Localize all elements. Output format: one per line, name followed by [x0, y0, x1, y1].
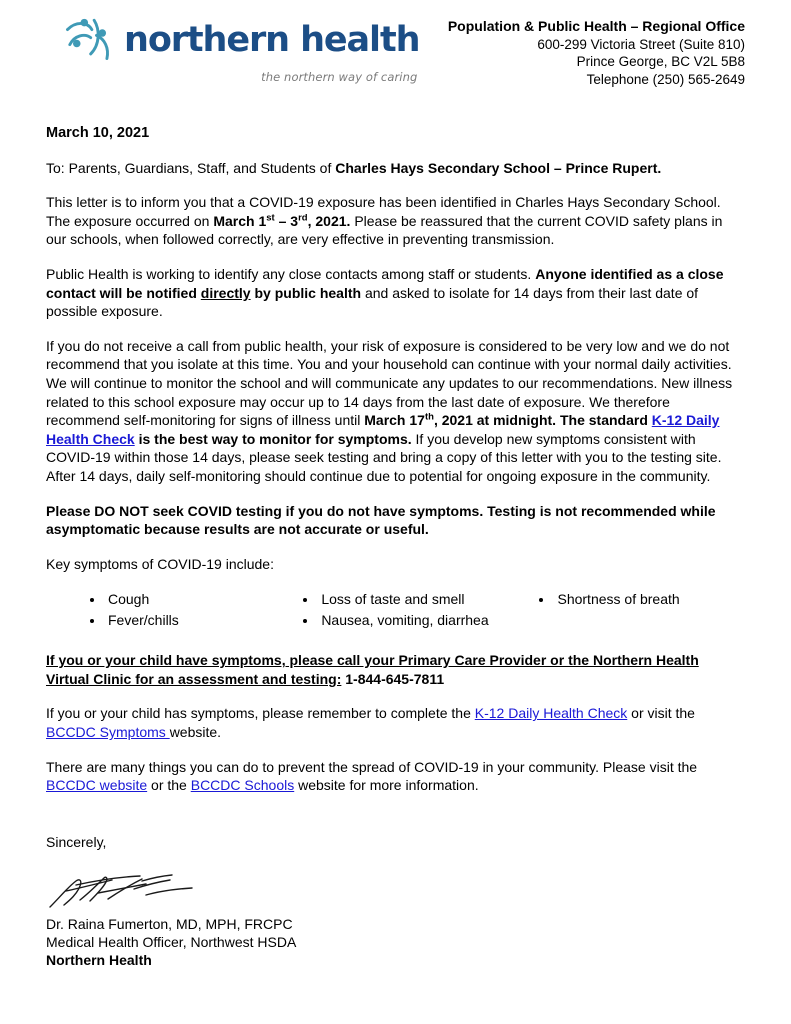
p1-date-start: March 1 [213, 212, 267, 229]
p6-part-a: There are many things you can do to prevent the spread of COVID-19 in your community. Please visit the [46, 758, 698, 775]
salutation [46, 159, 745, 178]
p5-part-b: or visit the [627, 705, 695, 722]
letter-body [46, 108, 745, 969]
p3-sup-th: th [424, 411, 434, 423]
link-bccdc-schools[interactable]: BCCDC Schools [190, 777, 295, 794]
signer-org: Northern Health [46, 952, 152, 969]
list-item: Shortness of breath [535, 589, 745, 610]
signer-name: Dr. Raina Fumerton, MD, MPH, FRCPC [46, 916, 293, 933]
paragraph-close-contacts [46, 265, 745, 321]
p5-part-a: If you or your child has symptoms, please remember to complete the [46, 705, 475, 722]
salutation-prefix: To: Parents, Guardians, Staff, and Students of [46, 159, 336, 176]
symptoms-column-1 [46, 589, 299, 631]
p1-date-mid: – 3 [274, 212, 299, 229]
list-item: Loss of taste and smell [299, 589, 535, 610]
signer-details [46, 915, 745, 969]
p2-part-c: and asked to isolate for 14 days from their last date of possible exposure. [46, 284, 699, 320]
logo-wordmark: northern health [124, 20, 420, 60]
p1-sup-st: st [266, 212, 275, 224]
p3-date: March 17 [364, 412, 425, 429]
p3-bold-after: is the best way to monitor for symptoms. [134, 430, 412, 447]
signature-block [46, 811, 745, 970]
p1-sup-rd: rd [298, 212, 308, 224]
symptoms-intro: Key symptoms of COVID-19 include: [46, 555, 274, 572]
p6-part-c: website for more information. [294, 777, 479, 794]
office-city: Prince George, BC V2L 5B8 [576, 54, 745, 69]
paragraph-complete-health-check [46, 704, 745, 741]
signer-title: Medical Health Officer, Northwest HSDA [46, 934, 297, 951]
p1-part-a: This letter is to inform you that a COVID-19 exposure has been identified in Charles Hays Secondary School. The exposure occurred on [46, 194, 721, 229]
callout-phone-number: 1-844-645-7811 [341, 670, 445, 687]
northern-health-people-mark [64, 12, 122, 68]
letter-date: March 10, 2021 [46, 125, 150, 141]
p3-bold-rest: , 2021 at midnight. The standard [433, 412, 652, 429]
p2-directly-underlined: directly [200, 284, 251, 301]
office-phone: Telephone (250) 565-2649 [586, 71, 745, 87]
logo-tagline: the northern way of caring [261, 70, 418, 84]
symptoms-list [46, 589, 745, 631]
list-item: Cough [86, 589, 299, 610]
list-item: Nausea, vomiting, diarrhea [299, 610, 535, 631]
list-item: Fever/chills [86, 610, 299, 631]
logo-row [64, 12, 419, 68]
p1-part-c: Please be reassured that the current COVID safety plans in our schools, when followed correctly, are very effective in preventing transmission. [46, 212, 723, 248]
closing-sincerely: Sincerely, [46, 833, 107, 850]
p5-part-c: website. [169, 724, 222, 741]
salutation-school: Charles Hays Secondary School – Prince Rupert. [335, 159, 662, 176]
paragraph-exposure-notice [46, 193, 745, 249]
office-name: Population & Public Health – Regional Office [447, 18, 745, 34]
letterhead [46, 0, 745, 108]
paragraph-do-not-test: Please DO NOT seek COVID testing if you do not have symptoms. Testing is not recommended while asymptomatic because results are not accurate or useful. [46, 502, 716, 538]
link-k12-daily-health-check-1[interactable]: K-12 Daily Health Check [46, 412, 720, 447]
paragraph-prevention [46, 758, 745, 795]
link-k12-daily-health-check-2[interactable]: K-12 Daily Health Check [474, 705, 628, 722]
handwritten-signature [46, 867, 246, 913]
symptoms-column-2 [299, 589, 535, 631]
symptoms-column-3 [535, 589, 745, 631]
link-bccdc-website[interactable]: BCCDC website [46, 777, 148, 794]
office-street: 600-299 Victoria Street (Suite 810) [537, 36, 745, 52]
p1-exposure-dates [213, 213, 350, 229]
p2-bold-2: by public health [250, 284, 362, 301]
paragraph-call-provider [46, 651, 745, 688]
p2-part-a: Public Health is working to identify any close contacts among staff or students. [46, 265, 536, 282]
northern-health-logo [46, 12, 419, 84]
paragraph-self-monitoring [46, 337, 745, 486]
p6-part-b: or the [147, 777, 191, 794]
p3-part-a: If you do not receive a call from public health, your risk of exposure is considered to be very low and we do not recommend that you isolate at this time. You and your household can continue with your normal daily activities. We will continue to monitor the school and will communicate any updates to our recommendations. New illness related to this school exposure may occur up to 14 days from the last date of exposure. We therefore recommend self-monitoring for signs of illness until [46, 337, 733, 429]
link-bccdc-symptoms[interactable]: BCCDC Symptoms [46, 724, 170, 741]
office-address-block [448, 12, 745, 88]
p1-date-year: , 2021. [307, 212, 351, 229]
p2-bold-1: Anyone identified as a close contact will be notified [46, 265, 724, 301]
callout-underlined-text: If you or your child have symptoms, please call your Primary Care Provider or the Northern Health Virtual Clinic for an assessment and testing: [46, 652, 699, 687]
p3-part-c: If you develop new symptoms consistent with COVID-19 within those 14 days, please seek testing and bring a copy of this letter with you to the testing site. After 14 days, daily self-monitoring should continue due to potential for ongoing exposure in the community. [46, 430, 722, 484]
